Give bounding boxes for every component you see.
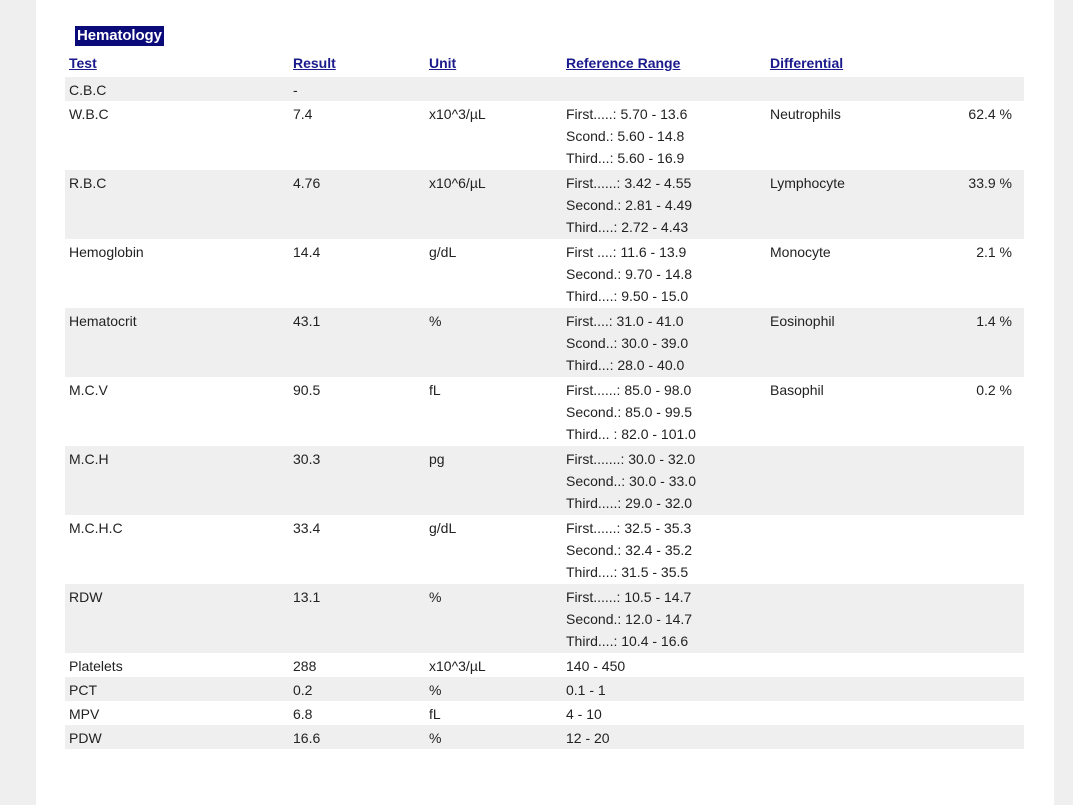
differential-percent: 1.4 % — [976, 313, 1012, 329]
reference-range-line: Second.: 12.0 - 14.7 — [566, 611, 693, 627]
test-unit: % — [429, 313, 442, 329]
test-result: 30.3 — [293, 451, 321, 467]
test-unit: g/dL — [429, 520, 457, 536]
test-unit: fL — [429, 382, 441, 398]
test-unit: pg — [429, 451, 445, 467]
reference-range — [566, 308, 688, 376]
test-name: R.B.C — [69, 175, 107, 191]
reference-range — [566, 701, 602, 725]
test-result: - — [293, 82, 298, 98]
test-result: 14.4 — [293, 244, 321, 260]
test-unit: g/dL — [429, 244, 457, 260]
table-row — [65, 584, 1024, 653]
reference-range-line: First......: 85.0 - 98.0 — [566, 382, 692, 398]
reference-range — [566, 170, 692, 238]
test-name: M.C.H — [69, 451, 109, 467]
table-row — [65, 170, 1024, 239]
reference-range — [566, 101, 687, 169]
differential-percent: 2.1 % — [976, 244, 1012, 260]
reference-range-line: Third.....: 29.0 - 32.0 — [566, 495, 693, 511]
reference-range-line: Second.: 2.81 - 4.49 — [566, 197, 693, 213]
test-result: 33.4 — [293, 520, 321, 536]
reference-range-line: Scond..: 30.0 - 39.0 — [566, 335, 689, 351]
test-unit: x10^3/µL — [429, 658, 486, 674]
header-reference-range: Reference Range — [566, 55, 681, 71]
reference-range — [566, 446, 696, 514]
reference-range-line: Second.: 32.4 - 35.2 — [566, 542, 693, 558]
test-unit: % — [429, 730, 442, 746]
table-row — [65, 308, 1024, 377]
reference-range-line: First.....: 5.70 - 13.6 — [566, 106, 688, 122]
reference-range-line: First.......: 30.0 - 32.0 — [566, 451, 696, 467]
table-row — [65, 701, 1024, 725]
reference-range-line: First......: 3.42 - 4.55 — [566, 175, 692, 191]
table-row — [65, 377, 1024, 446]
test-result: 43.1 — [293, 313, 321, 329]
test-name: PDW — [69, 730, 102, 746]
reference-range-line: First......: 32.5 - 35.3 — [566, 520, 692, 536]
test-name: Hematocrit — [69, 313, 137, 329]
reference-range-line: Third....: 31.5 - 35.5 — [566, 564, 689, 580]
reference-range-line: Second.: 85.0 - 99.5 — [566, 404, 693, 420]
test-name: MPV — [69, 706, 100, 722]
section-title: Hematology — [77, 27, 162, 44]
test-unit: x10^6/µL — [429, 175, 486, 191]
table-row — [65, 515, 1024, 584]
reference-range-line: 12 - 20 — [566, 730, 610, 746]
reference-range — [566, 377, 696, 445]
reference-range-line: Third...: 28.0 - 40.0 — [566, 357, 685, 373]
test-name: Hemoglobin — [69, 244, 144, 260]
reference-range-line: First ....: 11.6 - 13.9 — [566, 244, 687, 260]
test-result: 7.4 — [293, 106, 313, 122]
header-differential: Differential — [770, 55, 844, 71]
differential-name: Basophil — [770, 382, 824, 398]
reference-range-line: Scond.: 5.60 - 14.8 — [566, 128, 685, 144]
results-table — [65, 77, 1024, 749]
differential-name: Neutrophils — [770, 106, 841, 122]
table-row — [65, 725, 1024, 749]
test-name: RDW — [69, 589, 103, 605]
reference-range-line: First......: 10.5 - 14.7 — [566, 589, 692, 605]
reference-range — [566, 515, 692, 583]
test-result: 16.6 — [293, 730, 321, 746]
report-page — [36, 0, 1054, 805]
test-unit: x10^3/µL — [429, 106, 486, 122]
differential-percent: 62.4 % — [968, 106, 1012, 122]
reference-range — [566, 584, 692, 652]
reference-range-line: Third....: 9.50 - 15.0 — [566, 288, 689, 304]
table-row — [65, 77, 1024, 101]
test-name: C.B.C — [69, 82, 107, 98]
test-result: 0.2 — [293, 682, 313, 698]
reference-range — [566, 653, 625, 677]
test-result: 6.8 — [293, 706, 313, 722]
reference-range-line: 0.1 - 1 — [566, 682, 606, 698]
reference-range-line: Third....: 10.4 - 16.6 — [566, 633, 689, 649]
differential-percent: 0.2 % — [976, 382, 1012, 398]
header-result: Result — [293, 55, 336, 71]
table-row — [65, 446, 1024, 515]
header-unit: Unit — [429, 55, 457, 71]
reference-range-line: Third... : 82.0 - 101.0 — [566, 426, 696, 442]
reference-range-line: First....: 31.0 - 41.0 — [566, 313, 684, 329]
table-row — [65, 677, 1024, 701]
reference-range-line: Second.: 9.70 - 14.8 — [566, 266, 693, 282]
reference-range — [566, 677, 606, 701]
table-row — [65, 101, 1024, 170]
table-row — [65, 239, 1024, 308]
reference-range-line: 140 - 450 — [566, 658, 626, 674]
test-result: 4.76 — [293, 175, 321, 191]
table-row — [65, 653, 1024, 677]
test-unit: % — [429, 589, 442, 605]
test-name: Platelets — [69, 658, 123, 674]
test-result: 288 — [293, 658, 317, 674]
differential-name: Monocyte — [770, 244, 831, 260]
test-name: W.B.C — [69, 106, 109, 122]
test-unit: fL — [429, 706, 441, 722]
reference-range-line: Third....: 2.72 - 4.43 — [566, 219, 689, 235]
test-name: PCT — [69, 682, 97, 698]
differential-percent: 33.9 % — [968, 175, 1012, 191]
reference-range — [566, 239, 692, 307]
column-headers — [36, 53, 1054, 75]
test-result: 13.1 — [293, 589, 321, 605]
reference-range-line: 4 - 10 — [566, 706, 602, 722]
test-unit: % — [429, 682, 442, 698]
test-result: 90.5 — [293, 382, 321, 398]
reference-range — [566, 725, 610, 749]
reference-range-line: Second..: 30.0 - 33.0 — [566, 473, 696, 489]
test-name: M.C.V — [69, 382, 108, 398]
header-test: Test — [69, 55, 97, 71]
reference-range-line: Third...: 5.60 - 16.9 — [566, 150, 685, 166]
differential-name: Eosinophil — [770, 313, 835, 329]
differential-name: Lymphocyte — [770, 175, 845, 191]
test-name: M.C.H.C — [69, 520, 123, 536]
